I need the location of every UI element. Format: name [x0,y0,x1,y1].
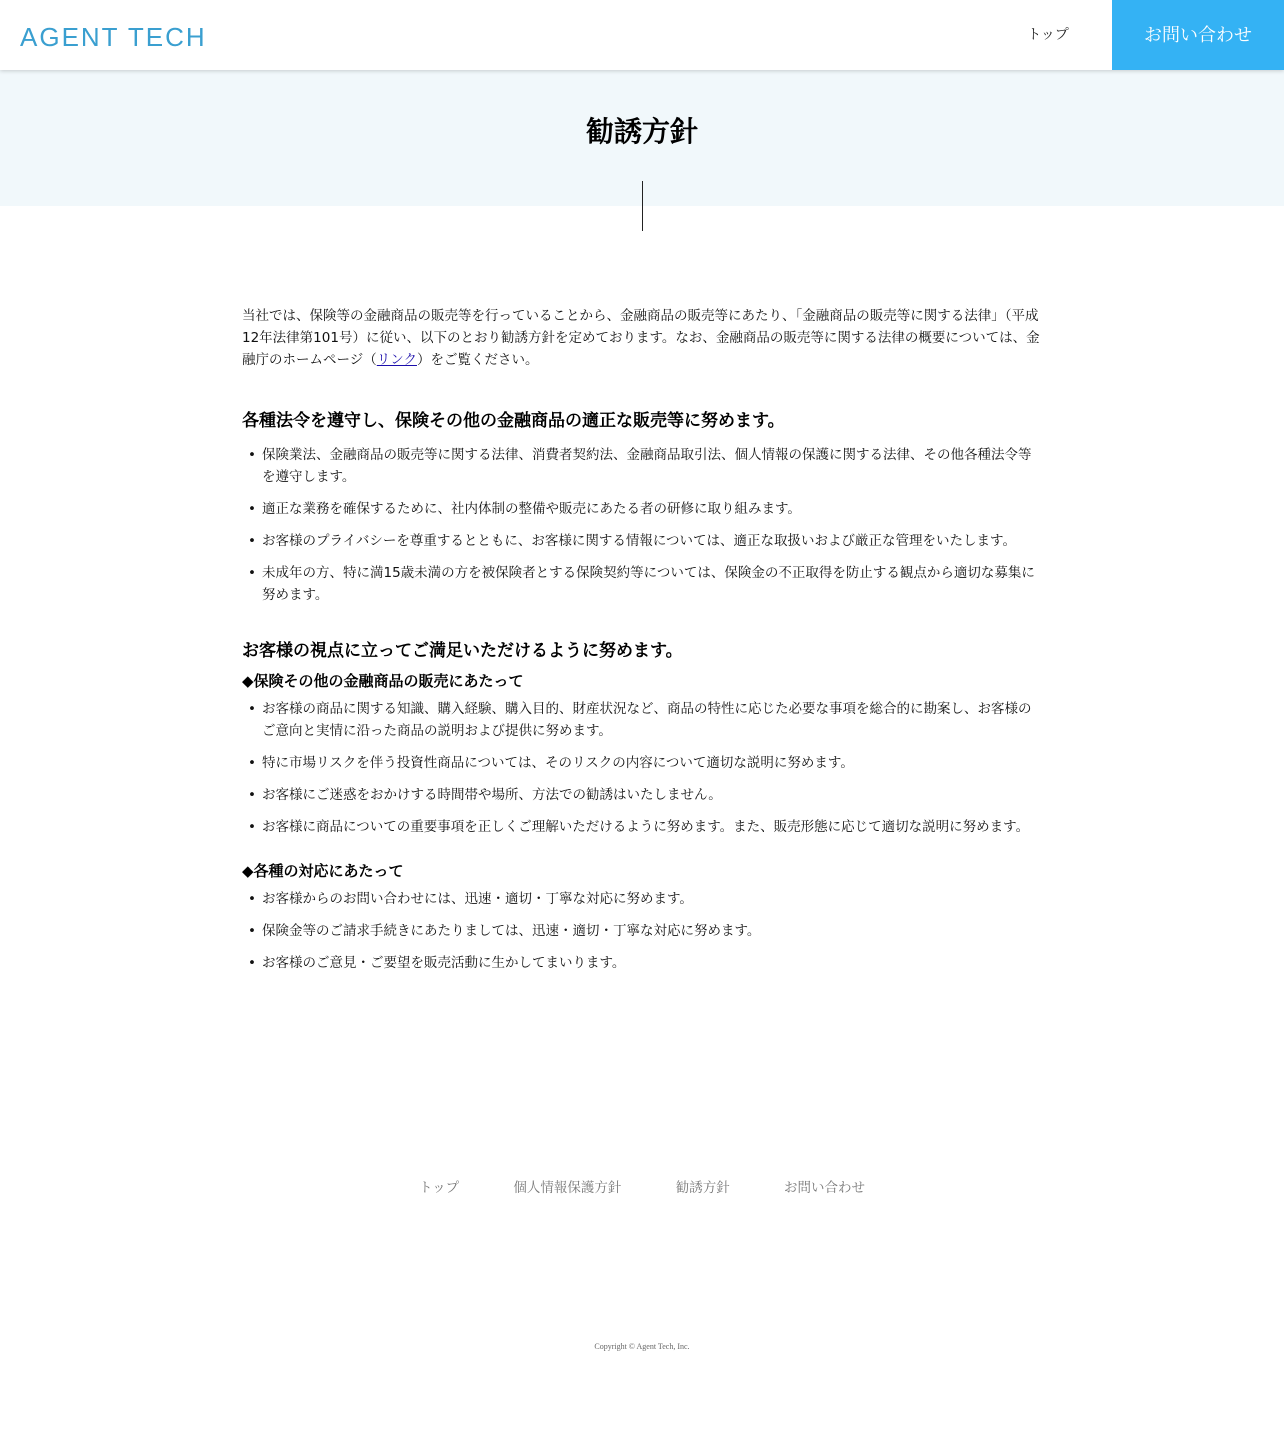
contact-button[interactable]: お問い合わせ [1112,0,1284,70]
fsa-link[interactable]: リンク [376,352,417,368]
policy-content [242,305,1042,984]
intro-text-before: 当社では、保険等の金融商品の販売等を行っていることから、金融商品の販売等にあたり、「金融商品の販売等に関する法律」（平成12年法律第101号）に従い、以下のとおり勧誘方針を定めております。なお、金融商品の販売等に関する法律の概要については、金融庁のホームページ（ [242,308,1040,368]
list-item: • 未成年の方、特に満15歳未満の方を被保険者とする保険契約等については、保険金の不正取得を防止する観点から適切な募集に努めます。 [242,562,1042,606]
list-item: • お客様のプライバシーを尊重するとともに、お客様に関する情報については、適正な取扱いおよび厳正な管理をいたします。 [242,530,1042,552]
list-item: • 適正な業務を確保するために、社内体制の整備や販売にあたる者の研修に取り組みます。 [242,498,1042,520]
section2-heading: お客様の視点に立ってご満足いただけるように努めます。 [242,641,683,661]
list-item: • お客様に商品についての重要事項を正しくご理解いただけるように努めます。また、販売形態に応じて適切な説明に努めます。 [242,816,1042,838]
intro-paragraph [242,305,1042,371]
section1-heading: 各種法令を遵守し、保険その他の金融商品の適正な販売等に努めます。 [242,411,785,431]
footer-link-top[interactable]: トップ [419,1180,460,1196]
footer-nav [0,1176,1284,1196]
list-item: • お客様のご意見・ご要望を販売活動に生かしてまいります。 [242,952,1042,974]
footer-link-privacy[interactable]: 個人情報保護方針 [513,1180,622,1196]
title-divider-line [642,181,643,231]
list-item: • 保険金等のご請求手続きにあたりましては、迅速・適切・丁寧な対応に努めます。 [242,920,1042,942]
agent-tech-logo[interactable]: AGENT TECH [20,22,207,52]
section1-list [242,444,1042,606]
page-title: 勧誘方針 [585,115,698,148]
list-item: • 特に市場リスクを伴う投資性商品については、そのリスクの内容について適切な説明に努めます。 [242,752,1042,774]
list-item: • 保険業法、金融商品の販売等に関する法律、消費者契約法、金融商品取引法、個人情報の保護に関する法律、その他各種法令等を遵守します。 [242,444,1042,488]
copyright-text: Copyright © Agent Tech, Inc. [594,1342,690,1351]
subsection-sales-list [242,698,1042,838]
footer-link-solicitation[interactable]: 勧誘方針 [675,1180,730,1196]
list-item: • お客様の商品に関する知識、購入経験、購入目的、財産状況など、商品の特性に応じた必要な事項を総合的に勘案し、お客様のご意向と実情に沿った商品の説明および提供に努めます。 [242,698,1042,742]
subsection-sales-heading: ◆保険その他の金融商品の販売にあたって [242,672,524,690]
subsection-response-list [242,888,1042,974]
intro-text-after: ）をご覧ください。 [416,352,539,368]
list-item: • お客様からのお問い合わせには、迅速・適切・丁寧な対応に努めます。 [242,888,1042,910]
footer-link-contact[interactable]: お問い合わせ [784,1180,865,1196]
nav-top-link[interactable]: トップ [1027,27,1069,43]
site-header [0,0,1284,70]
list-item: • お客様にご迷惑をおかけする時間帯や場所、方法での勧誘はいたしません。 [242,784,1042,806]
subsection-response-heading: ◆各種の対応にあたって [242,862,404,880]
